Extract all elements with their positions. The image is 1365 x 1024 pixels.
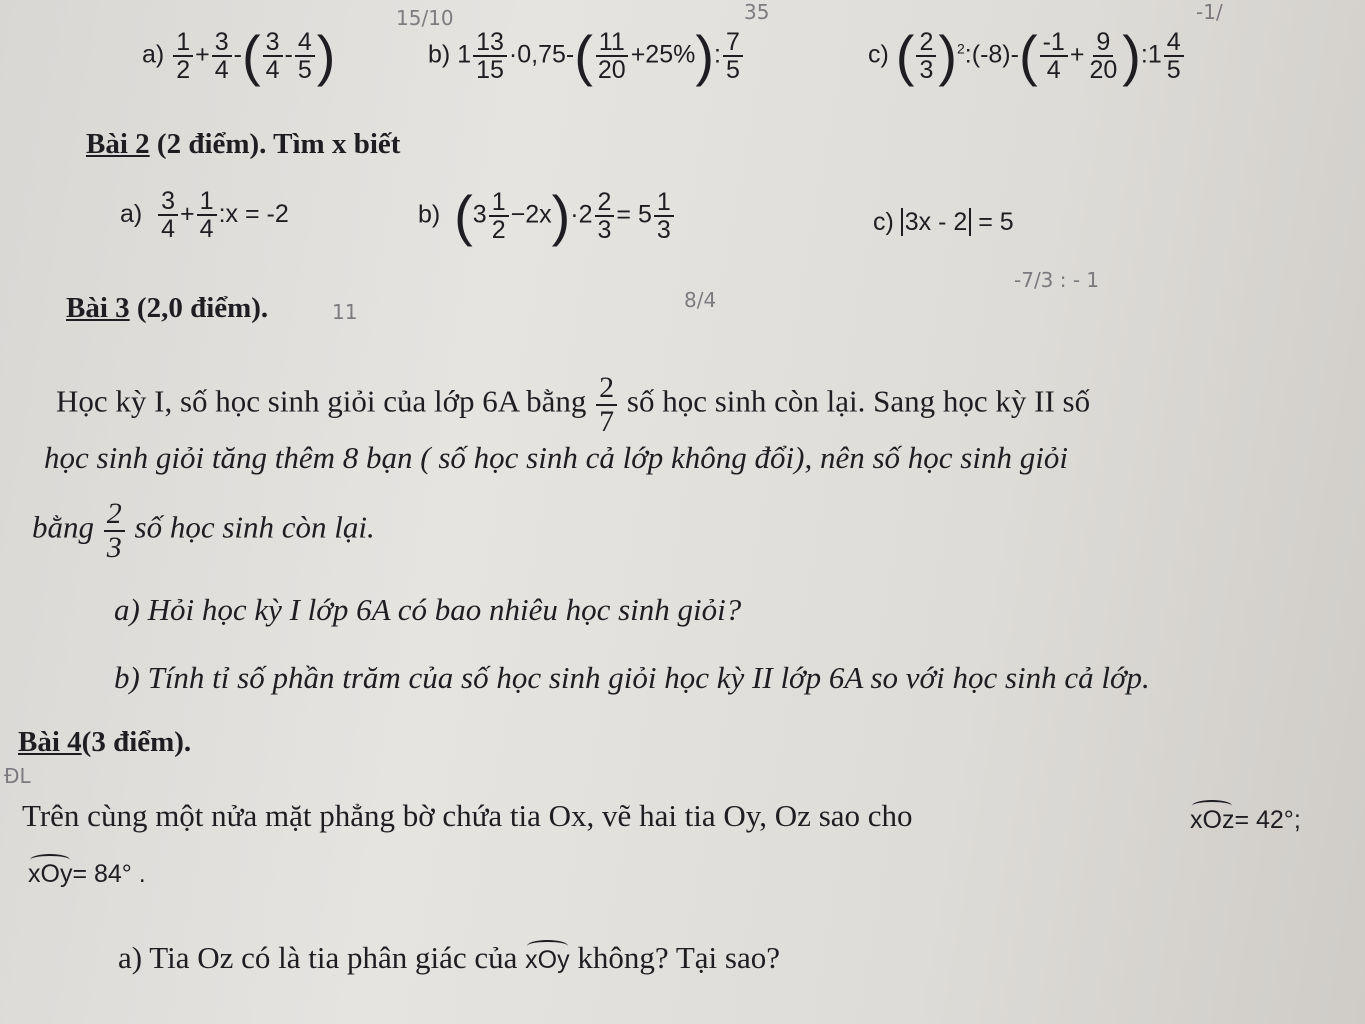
bai2-title: Bài 2 (2 điểm). Tìm x biết xyxy=(86,128,401,160)
fraction: $\frac{1}{2}$ xyxy=(173,29,193,84)
bai1-a: a) $\frac{1}{2}$ + $\frac{3}{4}$ -( $\frac{3}{4}$ - $\frac{4}{5}$ ) xyxy=(142,24,336,87)
handwriting-note: 8/4 xyxy=(684,288,717,312)
bai4-p1: Trên cùng một nửa mặt phẳng bờ chứa tia Ox, vẽ hai tia Oy, Oz sao cho xyxy=(22,798,913,833)
bai3-p1: Học kỳ I, số học sinh giỏi của lớp 6A bằng $\frac{2}{7}$ số học sinh còn lại. Sang học kỳ II số xyxy=(56,371,1091,438)
bai3-p3: bằng $\frac{2}{3}$ số học sinh còn lại. xyxy=(32,497,375,564)
bai3-p2: học sinh giỏi tăng thêm 8 bạn ( số học sinh cả lớp không đổi), nên số học sinh giỏi xyxy=(44,440,1068,475)
bai3-qa: a) Hỏi học kỳ I lớp 6A có bao nhiêu học sinh giỏi? xyxy=(114,592,742,627)
handwriting-note: ĐL xyxy=(4,764,31,788)
label-a: a) xyxy=(142,40,165,69)
bai2-b: b) (3 $\frac{1}{2}$ −2x)·2 $\frac{2}{3}$ = 5 $\frac{1}{3}$ xyxy=(418,188,676,244)
bai4-angle1: xOz= 42°; xyxy=(1190,806,1301,834)
bai4-qa: a) Tia Oz có là tia phân giác của xOy không? Tại sao? xyxy=(118,940,780,975)
bai4-angle2: xOy= 84° . xyxy=(28,860,146,888)
bai1-b: b) 1 $\frac{13}{15}$ ·0,75-( $\frac{11}{20}$ +25%): $\frac{7}{5}$ xyxy=(428,28,745,84)
bai4-title: Bài 4(3 điểm). xyxy=(18,726,192,758)
bai2-c: c) 3x - 2 = 5 xyxy=(873,208,1014,236)
handwriting-note: -1/ xyxy=(1196,0,1223,24)
bai3-title: Bài 3 (2,0 điểm). xyxy=(66,292,269,324)
handwriting-note: 15/10 xyxy=(396,6,454,30)
handwriting-note: -7/3 : - 1 xyxy=(1014,268,1100,292)
bai2-a: a) $\frac{3}{4}$ + $\frac{1}{4}$ :x = -2 xyxy=(120,187,289,244)
handwriting-note: 11 xyxy=(332,300,358,324)
bai3-qb: b) Tính tỉ số phần trăm của số học sinh giỏi học kỳ II lớp 6A so với học sinh cả lớp. xyxy=(114,660,1150,695)
bai1-c: c) ( $\frac{2}{3}$ )$^2$:(-8)-( $\frac{-1}{4}$ + $\frac{9}{20}$ ):1 $\frac{4}{5}$ xyxy=(868,28,1186,84)
handwriting-note: 35 xyxy=(744,0,770,24)
